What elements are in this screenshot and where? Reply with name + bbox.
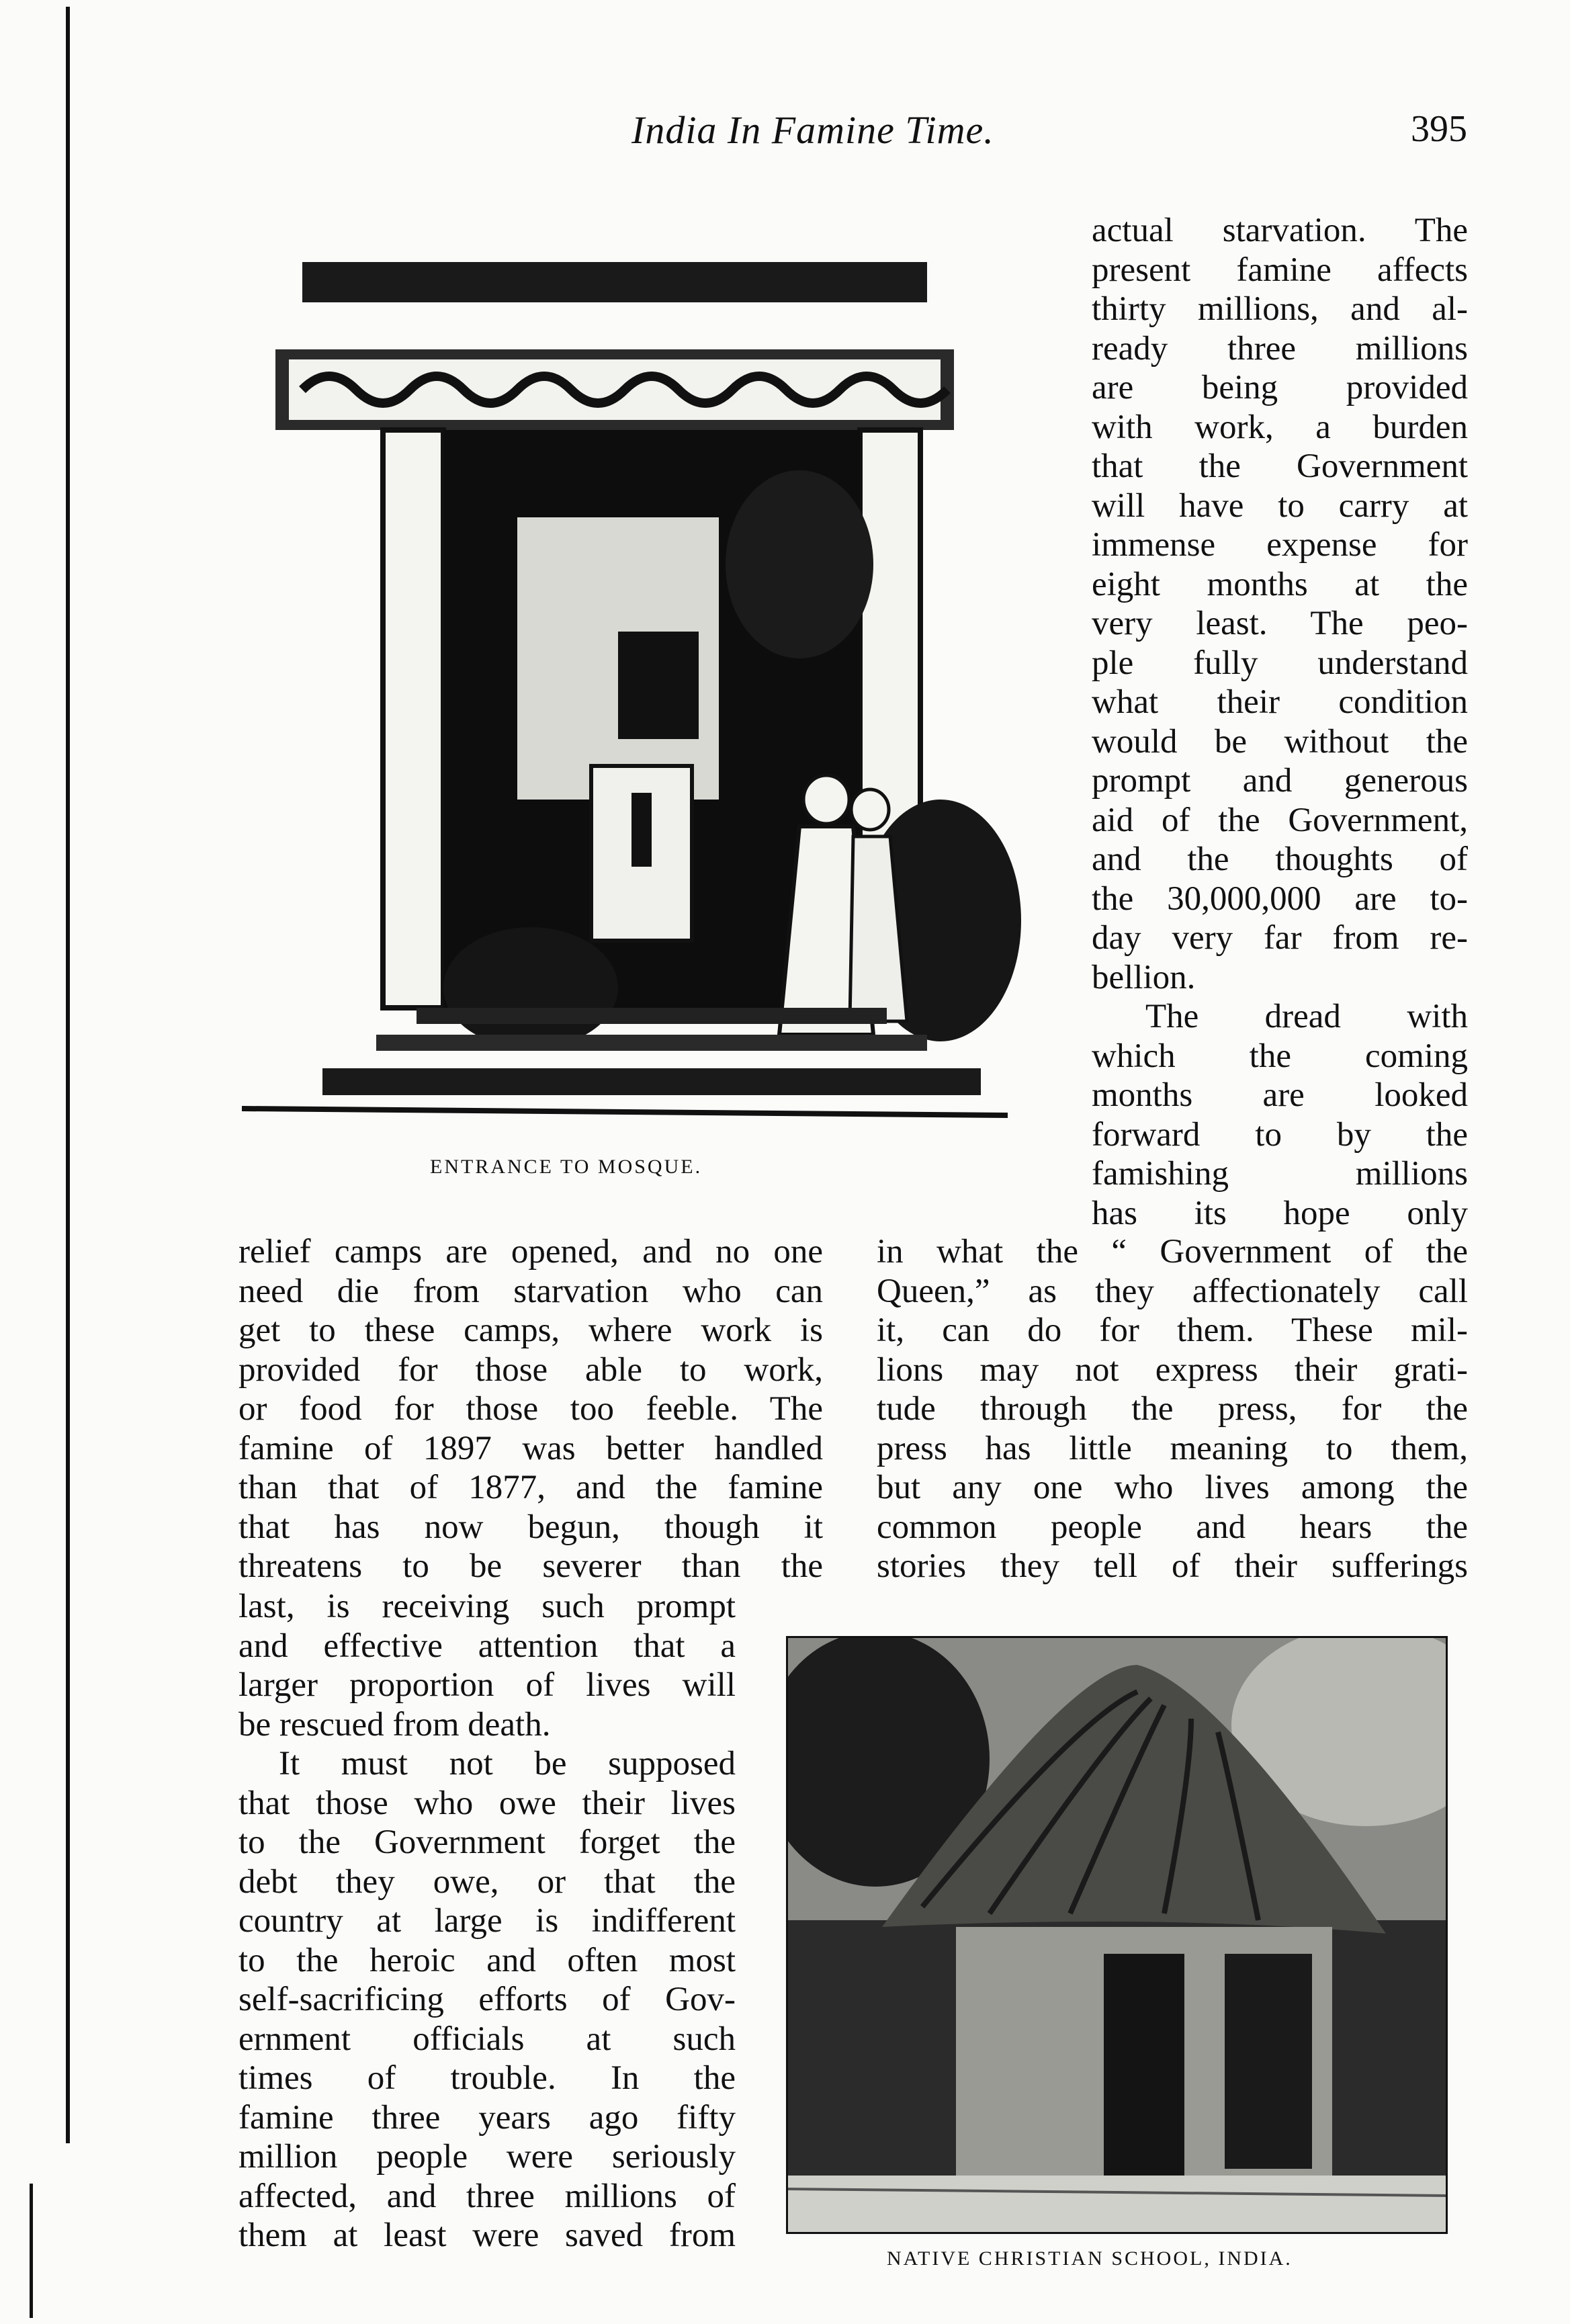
- text-column-left-bottom: [238, 1587, 736, 2255]
- text-line: be rescued from death.: [238, 1705, 551, 1744]
- text-line: would be without the: [1092, 722, 1468, 761]
- text-column-right-top: [1092, 211, 1468, 1233]
- text-line: are being provided: [1092, 369, 1468, 406]
- text-line: the 30,000,000 are to-: [1092, 879, 1468, 918]
- margin-scan-line-bottom: [30, 2184, 33, 2318]
- text-line: threatens to be severer than the: [238, 1547, 823, 1585]
- text-line: it, can do for them. These mil-: [877, 1311, 1468, 1349]
- text-line: lions may not express their grati-: [877, 1350, 1468, 1389]
- text-line: million people were seriously: [238, 2138, 736, 2176]
- text-line: The dread with: [1145, 998, 1468, 1035]
- text-column-left-mid: [238, 1232, 823, 1586]
- text-line: last, is receiving such prompt: [238, 1588, 736, 1625]
- text-line: but any one who lives among the: [877, 1469, 1468, 1506]
- text-line: Queen,” as they affectionately call: [877, 1272, 1468, 1310]
- text-line: bellion.: [1092, 958, 1196, 996]
- text-line: has its hope only: [1092, 1194, 1468, 1232]
- figure-caption-school: NATIVE CHRISTIAN SCHOOL, INDIA.: [887, 2247, 1293, 2270]
- text-line: aid of the Government,: [1092, 801, 1468, 839]
- page-number: 395: [1411, 108, 1467, 150]
- text-line: forward to by the: [1092, 1115, 1468, 1154]
- text-line: will have to carry at: [1092, 486, 1468, 525]
- text-line: in what the “ Government of the: [877, 1233, 1468, 1271]
- text-line: famine three years ago fifty: [238, 2098, 736, 2137]
- text-line: and effective attention that a: [238, 1627, 736, 1665]
- text-line: that has now begun, though it: [238, 1508, 823, 1546]
- running-title: India In Famine Time.: [631, 108, 994, 152]
- text-line: thirty millions, and al-: [1092, 290, 1468, 328]
- text-column-right-mid: [877, 1232, 1468, 1586]
- text-line: famishing millions: [1092, 1155, 1468, 1193]
- text-line: tude through the press, for the: [877, 1390, 1468, 1428]
- text-line: that those who owe their lives: [238, 1784, 736, 1822]
- text-line: than that of 1877, and the famine: [238, 1469, 823, 1506]
- text-line: them at least were saved from: [238, 2217, 736, 2254]
- text-line: common people and hears the: [877, 1508, 1468, 1546]
- text-line: ready three millions: [1092, 329, 1468, 368]
- text-line: country at large is indifferent: [238, 1902, 736, 1940]
- figure-caption-mosque: ENTRANCE TO MOSQUE.: [430, 1156, 703, 1178]
- figure-mosque: [215, 215, 1028, 1142]
- text-line: affected, and three millions of: [238, 2177, 736, 2215]
- text-line: which the coming: [1092, 1037, 1468, 1075]
- text-line: debt they owe, or that the: [238, 1862, 736, 1901]
- text-line: months are looked: [1092, 1076, 1468, 1114]
- text-line: present famine affects: [1092, 251, 1468, 289]
- text-line: prompt and generous: [1092, 762, 1468, 800]
- text-line: need die from starvation who can: [238, 1272, 823, 1310]
- text-line: with work, a burden: [1092, 408, 1468, 446]
- text-line: larger proportion of lives will: [238, 1666, 736, 1704]
- text-line: times of trouble. In the: [238, 2059, 736, 2097]
- text-line: actual starvation. The: [1092, 212, 1468, 249]
- text-line: It must not be supposed: [279, 1745, 736, 1782]
- text-line: ernment officials at such: [238, 2020, 736, 2058]
- text-line: get to these camps, where work is: [238, 1311, 823, 1349]
- text-line: eight months at the: [1092, 565, 1468, 603]
- school-photograph-image: [788, 1638, 1446, 2232]
- text-line: provided for those able to work,: [238, 1350, 823, 1389]
- text-line: stories they tell of their sufferings: [877, 1547, 1468, 1585]
- text-line: to the heroic and often most: [238, 1941, 736, 1979]
- text-line: day very far from re-: [1092, 919, 1468, 957]
- text-line: press has little meaning to them,: [877, 1429, 1468, 1467]
- figure-school: [786, 1636, 1448, 2234]
- mosque-engraving-image: [215, 215, 1028, 1142]
- text-line: immense expense for: [1092, 526, 1468, 564]
- margin-scan-line: [66, 7, 70, 2143]
- text-line: to the Government forget the: [238, 1823, 736, 1861]
- text-line: ple fully understand: [1092, 644, 1468, 682]
- text-line: that the Government: [1092, 447, 1468, 485]
- text-line: self-sacrificing efforts of Gov-: [238, 1981, 736, 2018]
- text-line: very least. The peo-: [1092, 605, 1468, 642]
- text-line: what their condition: [1092, 683, 1468, 721]
- text-line: or food for those too feeble. The: [238, 1390, 823, 1428]
- text-line: relief camps are opened, and no one: [238, 1233, 823, 1271]
- text-line: and the thoughts of: [1092, 841, 1468, 878]
- text-line: famine of 1897 was better handled: [238, 1429, 823, 1467]
